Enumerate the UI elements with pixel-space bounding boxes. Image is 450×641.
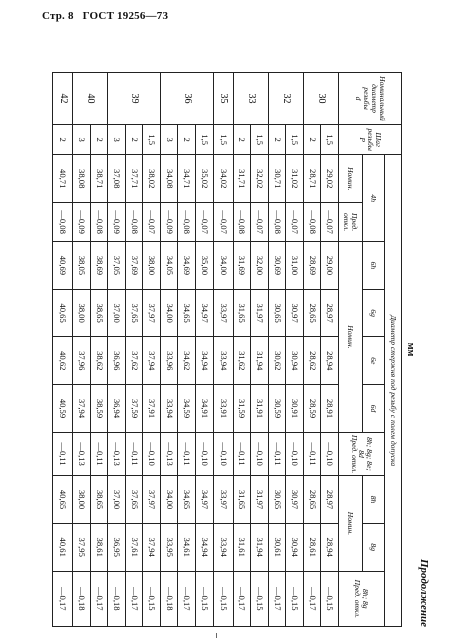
cell-4h-deviation: —0,07 — [251, 203, 269, 242]
cell-6-deviation: —0,11 — [303, 432, 321, 475]
cell-8-deviation: —0,18 — [73, 571, 91, 626]
header-nominal-diameter: Номинальный диаметр резьбы d — [339, 73, 402, 125]
cell-pitch: 2 — [268, 125, 286, 155]
cell-6-deviation: —0,11 — [233, 432, 251, 475]
cell-6e: 31,94 — [251, 337, 269, 385]
cell-6g: 30,65 — [268, 289, 286, 337]
cell-pitch: 3 — [108, 125, 126, 155]
cell-pitch: 1,5 — [213, 125, 233, 155]
cell-8g: 37,94 — [143, 523, 161, 571]
table-row — [125, 73, 143, 627]
table-row — [143, 73, 161, 627]
cell-8g: 30,61 — [268, 523, 286, 571]
cell-6d: 37,59 — [125, 385, 143, 433]
cell-diameter: 40 — [73, 73, 108, 125]
table-row — [321, 73, 339, 627]
cell-6d: 31,91 — [251, 385, 269, 433]
cell-4h-nominal: 38,71 — [90, 155, 108, 203]
cell-6d: 30,91 — [286, 385, 304, 433]
header-4h-deviation: Пред. откл. — [339, 203, 363, 242]
cell-4h-deviation: —0,07 — [143, 203, 161, 242]
table-row — [90, 73, 108, 627]
cell-6e: 31,62 — [233, 337, 251, 385]
cell-diameter: 33 — [233, 73, 268, 125]
thread-diameter-table — [52, 72, 402, 627]
header-tol-6h: 6h — [363, 242, 385, 290]
page-number: Стр. 8 — [42, 10, 74, 22]
cell-8-deviation: —0,17 — [233, 571, 251, 626]
cell-4h-deviation: —0,07 — [286, 203, 304, 242]
cell-4h-nominal: 35,02 — [196, 155, 214, 203]
cell-8g: 38,61 — [90, 523, 108, 571]
cell-8g: 34,94 — [196, 523, 214, 571]
cell-8-deviation: —0,17 — [125, 571, 143, 626]
cell-8h: 30,65 — [268, 476, 286, 524]
cell-6h: 31,00 — [286, 242, 304, 290]
cell-6-deviation: —0,13 — [108, 432, 126, 475]
cell-8h: 34,00 — [160, 476, 178, 524]
cell-pitch: 2 — [53, 125, 73, 155]
cell-pitch: 1,5 — [286, 125, 304, 155]
cell-6-deviation: —0,10 — [251, 432, 269, 475]
cell-8h: 34,97 — [196, 476, 214, 524]
cell-6g: 38,65 — [90, 289, 108, 337]
cell-8h: 37,97 — [143, 476, 161, 524]
cell-8g: 31,61 — [233, 523, 251, 571]
cell-pitch: 2 — [233, 125, 251, 155]
cell-6-deviation: —0,13 — [73, 432, 91, 475]
cell-diameter: 32 — [268, 73, 303, 125]
header-8-nominal: Номин. — [339, 476, 363, 571]
cell-6e: 36,96 — [108, 337, 126, 385]
cell-6h: 37,69 — [125, 242, 143, 290]
table-row — [178, 73, 196, 627]
cell-8g: 31,94 — [251, 523, 269, 571]
cell-8h: 28,65 — [303, 476, 321, 524]
cell-diameter: 36 — [160, 73, 213, 125]
cell-pitch: 2 — [125, 125, 143, 155]
rotated-table-area — [52, 72, 430, 627]
cell-8g: 33,94 — [213, 523, 233, 571]
cell-4h-deviation: —0,08 — [303, 203, 321, 242]
cell-8h: 38,65 — [90, 476, 108, 524]
cell-4h-deviation: —0,08 — [233, 203, 251, 242]
cell-6d: 28,59 — [303, 385, 321, 433]
cell-diameter: 30 — [303, 73, 338, 125]
cell-6e: 28,62 — [303, 337, 321, 385]
table-row — [196, 73, 214, 627]
cell-6-deviation: —0,11 — [90, 432, 108, 475]
cell-8-deviation: —0,15 — [196, 571, 214, 626]
table-row — [251, 73, 269, 627]
cell-6h: 34,69 — [178, 242, 196, 290]
cell-4h-deviation: —0,09 — [73, 203, 91, 242]
cell-pitch: 1,5 — [196, 125, 214, 155]
header-tol-6g: 6g — [363, 289, 385, 337]
header-tol-8h: 8h — [363, 476, 385, 524]
cell-4h-nominal: 29,02 — [321, 155, 339, 203]
cell-6d: 37,91 — [143, 385, 161, 433]
cell-6h: 38,00 — [143, 242, 161, 290]
cell-4h-nominal: 34,71 — [178, 155, 196, 203]
cell-6g: 37,97 — [143, 289, 161, 337]
cell-6g: 31,65 — [233, 289, 251, 337]
cell-6h: 38,05 — [73, 242, 91, 290]
cell-8h: 31,97 — [251, 476, 269, 524]
cell-6-deviation: —0,11 — [178, 432, 196, 475]
cell-8-deviation: —0,15 — [251, 571, 269, 626]
cell-6h: 31,69 — [233, 242, 251, 290]
cell-8-deviation: —0,17 — [53, 571, 73, 626]
cell-8-deviation: —0,18 — [108, 571, 126, 626]
cell-6d: 28,91 — [321, 385, 339, 433]
table-row — [268, 73, 286, 627]
cell-8h: 31,65 — [233, 476, 251, 524]
cell-6e: 34,62 — [178, 337, 196, 385]
header-4h-nominal: Номин. — [339, 155, 363, 203]
cell-8g: 37,61 — [125, 523, 143, 571]
cell-6e: 33,96 — [160, 337, 178, 385]
cell-6e: 30,62 — [268, 337, 286, 385]
table-row — [303, 73, 321, 627]
cell-4h-deviation: —0,07 — [196, 203, 214, 242]
header-tol-8h8g-dev: 8h; 8g Пред. откл. — [339, 571, 385, 626]
cell-4h-nominal: 37,71 — [125, 155, 143, 203]
cell-6d: 38,59 — [90, 385, 108, 433]
cell-4h-nominal: 31,71 — [233, 155, 251, 203]
cell-8g: 28,61 — [303, 523, 321, 571]
header-tol-4h: 4h — [363, 155, 385, 242]
cell-6h: 32,00 — [251, 242, 269, 290]
cell-6e: 28,94 — [321, 337, 339, 385]
header-group-title: Диаметр стержня под резьбу с полем допуска — [385, 155, 402, 627]
cell-8-deviation: —0,15 — [213, 571, 233, 626]
table-row — [73, 73, 91, 627]
cell-6-deviation: —0,10 — [286, 432, 304, 475]
cell-6g: 33,97 — [213, 289, 233, 337]
cell-pitch: 3 — [73, 125, 91, 155]
cell-8-deviation: —0,17 — [90, 571, 108, 626]
header-tol-8g: 8g — [363, 523, 385, 571]
cell-6h: 38,69 — [90, 242, 108, 290]
cell-8h: 38,00 — [73, 476, 91, 524]
cell-4h-deviation: —0,09 — [108, 203, 126, 242]
cell-8-deviation: —0,17 — [268, 571, 286, 626]
cell-6d: 34,91 — [196, 385, 214, 433]
table-body — [53, 73, 339, 627]
cell-6h: 37,05 — [108, 242, 126, 290]
cell-4h-deviation: —0,08 — [90, 203, 108, 242]
cell-pitch: 1,5 — [143, 125, 161, 155]
cell-pitch: 2 — [178, 125, 196, 155]
cell-8-deviation: —0,17 — [303, 571, 321, 626]
table-row — [160, 73, 178, 627]
footer-mark — [216, 633, 217, 638]
cell-6e: 37,94 — [143, 337, 161, 385]
cell-diameter: 35 — [213, 73, 233, 125]
cell-pitch: 1,5 — [321, 125, 339, 155]
cell-4h-deviation: —0,08 — [53, 203, 73, 242]
cell-4h-nominal: 34,08 — [160, 155, 178, 203]
cell-4h-nominal: 30,71 — [268, 155, 286, 203]
cell-8g: 37,95 — [73, 523, 91, 571]
cell-8g: 40,61 — [53, 523, 73, 571]
cell-8g: 33,95 — [160, 523, 178, 571]
cell-8g: 34,61 — [178, 523, 196, 571]
cell-6d: 33,91 — [213, 385, 233, 433]
cell-8-deviation: —0,15 — [143, 571, 161, 626]
cell-6e: 37,96 — [73, 337, 91, 385]
cell-4h-nominal: 37,08 — [108, 155, 126, 203]
cell-6g: 34,97 — [196, 289, 214, 337]
cell-6-deviation: —0,10 — [196, 432, 214, 475]
cell-6h: 34,05 — [160, 242, 178, 290]
cell-8g: 30,94 — [286, 523, 304, 571]
cell-4h-deviation: —0,08 — [268, 203, 286, 242]
cell-6e: 30,94 — [286, 337, 304, 385]
cell-4h-nominal: 40,71 — [53, 155, 73, 203]
cell-4h-nominal: 31,02 — [286, 155, 304, 203]
cell-6g: 31,97 — [251, 289, 269, 337]
cell-8h: 28,97 — [321, 476, 339, 524]
cell-4h-deviation: —0,08 — [125, 203, 143, 242]
cell-6g: 34,00 — [160, 289, 178, 337]
cell-8h: 37,65 — [125, 476, 143, 524]
cell-6g: 28,65 — [303, 289, 321, 337]
cell-6d: 36,94 — [108, 385, 126, 433]
cell-8-deviation: —0,15 — [286, 571, 304, 626]
cell-8h: 34,65 — [178, 476, 196, 524]
cell-6g: 30,97 — [286, 289, 304, 337]
cell-pitch: 2 — [303, 125, 321, 155]
cell-8h: 37,00 — [108, 476, 126, 524]
header-tol-8-group-dev: 8h; 8g; 8e; 8d Пред. откл. — [339, 432, 385, 475]
cell-4h-nominal: 38,02 — [143, 155, 161, 203]
cell-6h: 40,69 — [53, 242, 73, 290]
header-tol-6e: 6e — [363, 337, 385, 385]
header-6-nominal: Номин. — [339, 242, 363, 433]
unit-label: мм — [405, 342, 416, 357]
cell-6g: 37,65 — [125, 289, 143, 337]
cell-4h-nominal: 34,02 — [213, 155, 233, 203]
cell-6e: 34,94 — [196, 337, 214, 385]
table-row — [213, 73, 233, 627]
cell-6d: 40,59 — [53, 385, 73, 433]
cell-4h-deviation: —0,07 — [213, 203, 233, 242]
cell-6g: 28,97 — [321, 289, 339, 337]
table-row — [53, 73, 73, 627]
cell-6-deviation: —0,11 — [53, 432, 73, 475]
cell-6-deviation: —0,10 — [143, 432, 161, 475]
continuation-label: Продолжение — [418, 558, 430, 627]
cell-8h: 40,65 — [53, 476, 73, 524]
cell-6d: 37,94 — [73, 385, 91, 433]
cell-6g: 37,00 — [108, 289, 126, 337]
cell-4h-deviation: —0,08 — [178, 203, 196, 242]
cell-6d: 34,59 — [178, 385, 196, 433]
cell-6-deviation: —0,10 — [213, 432, 233, 475]
cell-6e: 33,94 — [213, 337, 233, 385]
cell-pitch: 1,5 — [251, 125, 269, 155]
header-pitch: Шаг резьбы P — [339, 125, 402, 155]
cell-4h-nominal: 32,02 — [251, 155, 269, 203]
table-row — [108, 73, 126, 627]
cell-8h: 30,97 — [286, 476, 304, 524]
cell-4h-nominal: 28,71 — [303, 155, 321, 203]
page-header — [42, 10, 174, 22]
cell-pitch: 2 — [90, 125, 108, 155]
cell-6d: 31,59 — [233, 385, 251, 433]
cell-6d: 30,59 — [268, 385, 286, 433]
cell-8-deviation: —0,15 — [321, 571, 339, 626]
standard-code: ГОСТ 19256—73 — [82, 10, 169, 22]
cell-6h: 35,00 — [196, 242, 214, 290]
cell-8g: 28,94 — [321, 523, 339, 571]
cell-diameter: 39 — [108, 73, 161, 125]
cell-8-deviation: —0,18 — [160, 571, 178, 626]
cell-6h: 29,00 — [321, 242, 339, 290]
cell-6-deviation: —0,11 — [268, 432, 286, 475]
table-row — [286, 73, 304, 627]
cell-6-deviation: —0,10 — [321, 432, 339, 475]
cell-6-deviation: —0,11 — [125, 432, 143, 475]
cell-6-deviation: —0,13 — [160, 432, 178, 475]
cell-8h: 33,97 — [213, 476, 233, 524]
cell-4h-nominal: 38,08 — [73, 155, 91, 203]
cell-4h-deviation: —0,07 — [321, 203, 339, 242]
cell-diameter: 42 — [53, 73, 73, 125]
cell-8-deviation: —0,17 — [178, 571, 196, 626]
cell-6e: 40,62 — [53, 337, 73, 385]
cell-6g: 38,00 — [73, 289, 91, 337]
cell-6g: 34,65 — [178, 289, 196, 337]
cell-6e: 38,62 — [90, 337, 108, 385]
cell-6g: 40,65 — [53, 289, 73, 337]
cell-4h-deviation: —0,09 — [160, 203, 178, 242]
cell-6d: 33,94 — [160, 385, 178, 433]
header-tol-6d: 6d — [363, 385, 385, 433]
cell-pitch: 3 — [160, 125, 178, 155]
cell-6h: 28,69 — [303, 242, 321, 290]
cell-6h: 34,00 — [213, 242, 233, 290]
table-row — [233, 73, 251, 627]
cell-6e: 37,62 — [125, 337, 143, 385]
cell-8g: 36,95 — [108, 523, 126, 571]
cell-6h: 30,69 — [268, 242, 286, 290]
